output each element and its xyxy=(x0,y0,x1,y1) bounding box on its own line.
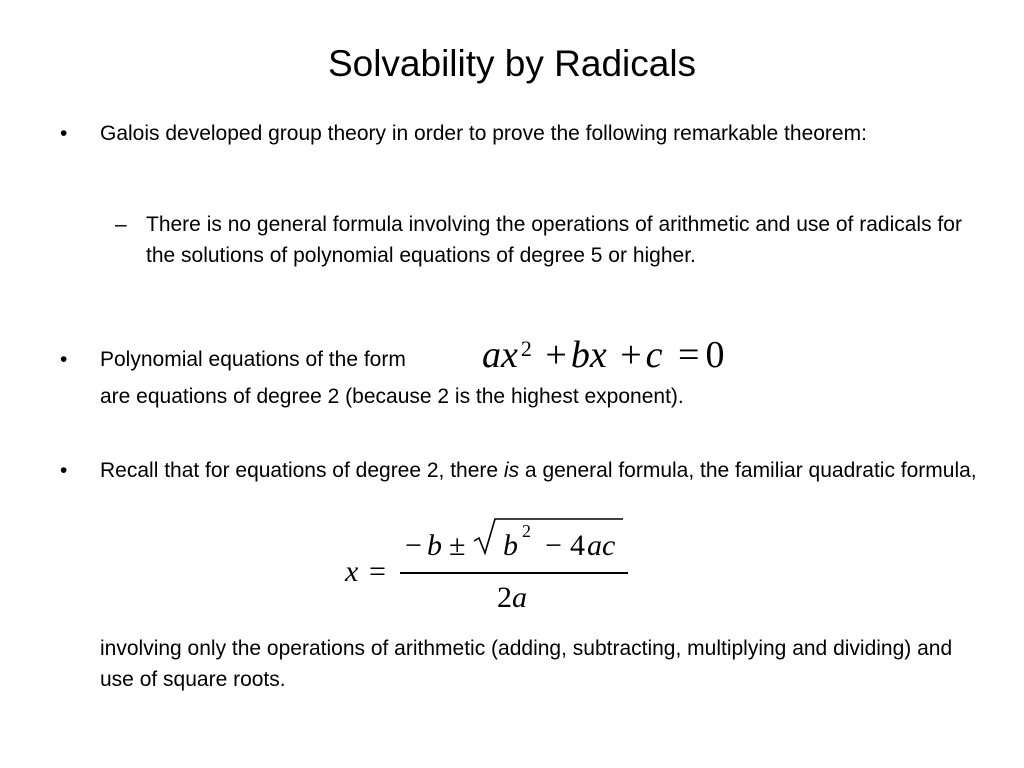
sub-bullet-marker: – xyxy=(115,213,127,236)
bullet-3-emphasis: is xyxy=(503,459,520,482)
bullet-marker: • xyxy=(60,459,68,482)
bullet-1-text: Galois developed group theory in order to prove the following remarkable theorem: xyxy=(100,122,867,145)
eq-x: x xyxy=(501,334,518,376)
qf-x: x xyxy=(345,555,359,588)
qf-a-denom: a xyxy=(512,581,527,614)
bullet-3-text-after: a general formula, the familiar quadratic formula, xyxy=(519,459,977,482)
eq-c: c xyxy=(645,334,663,376)
eq-a: a xyxy=(482,334,501,376)
polynomial-equation xyxy=(482,333,724,377)
eq-zero: 0 xyxy=(705,334,725,376)
bullet-marker: • xyxy=(60,348,68,371)
qf-b-under: b xyxy=(503,529,518,562)
qf-a: a xyxy=(587,529,602,562)
bullet-2-continuation: are equations of degree 2 (because 2 is the highest exponent). xyxy=(100,385,684,408)
qf-four: 4 xyxy=(570,529,585,562)
qf-b: b xyxy=(427,529,442,562)
quadratic-formula xyxy=(345,515,645,625)
eq-plus: + xyxy=(545,334,567,376)
bullet-3-continuation: involving only the operations of arithmetic (adding, subtracting, multiplying and dividing) and use of square roots. xyxy=(100,637,953,691)
bullet-2-text: Polynomial equations of the form xyxy=(100,348,406,371)
qf-plusminus: ± xyxy=(449,529,466,562)
bullet-3-text xyxy=(100,455,980,486)
qf-minus: − xyxy=(405,529,422,562)
slide-title: Solvability by Radicals xyxy=(327,43,697,84)
qf-equals: = xyxy=(369,555,386,588)
eq-b: b xyxy=(570,334,590,376)
bullet-3-text-before: Recall that for equations of degree 2, there xyxy=(100,459,504,482)
qf-two: 2 xyxy=(497,581,512,614)
qf-minus2: − xyxy=(545,529,562,562)
eq-x2: x xyxy=(589,334,607,376)
sub-bullet-1-text: There is no general formula involving the operations of arithmetic and use of radicals for the solutions of polynomial equations of degree 5 or higher. xyxy=(146,213,962,267)
eq-exponent: 2 xyxy=(520,336,532,361)
eq-plus2: + xyxy=(620,334,642,376)
fraction-bar xyxy=(400,572,628,574)
qf-exponent: 2 xyxy=(522,521,531,541)
eq-equals: = xyxy=(678,334,700,376)
bullet-marker: • xyxy=(60,122,68,145)
qf-c: c xyxy=(602,529,616,562)
